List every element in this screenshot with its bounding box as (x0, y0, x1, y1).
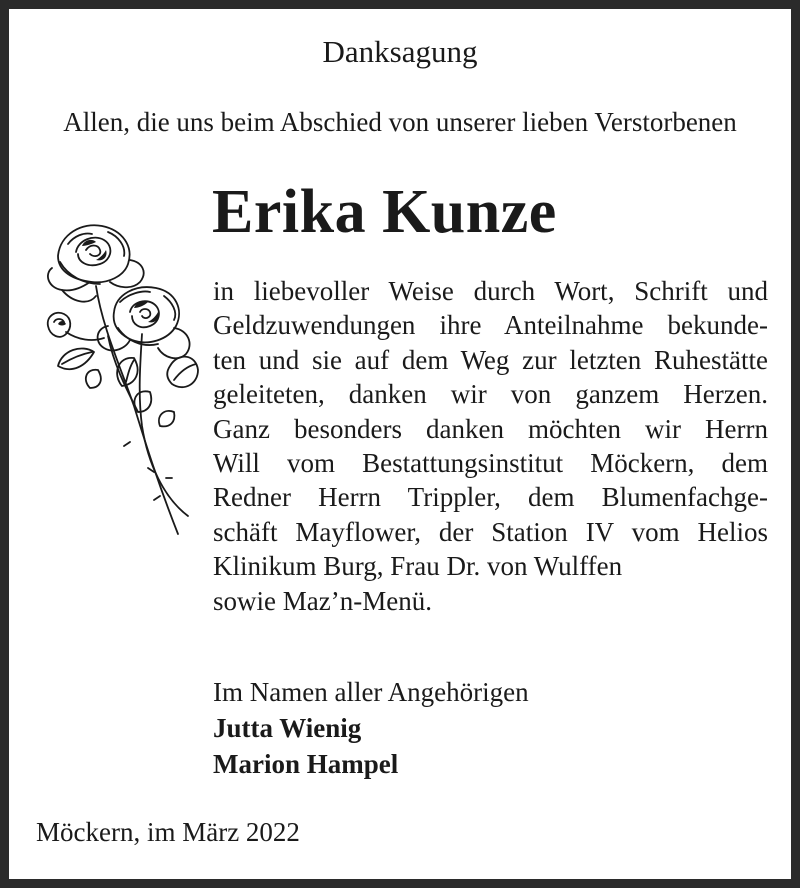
thanks-text-line: Klinikum Burg, Frau Dr. von Wulffen (213, 551, 623, 582)
thanks-text-line: Geldzuwendungen ihre Anteilnahme bekunde- (213, 310, 768, 341)
thanks-text-line: Redner Herrn Trippler, dem Blumenfachge- (213, 482, 768, 513)
roses-illustration (38, 216, 200, 546)
closing-line: Im Namen aller Angehörigen (213, 677, 529, 707)
thanks-text-line: geleiteten, danken wir von ganzem Herzen. (213, 379, 768, 410)
thanks-text (213, 274, 768, 618)
signatory-name: Marion Hampel (213, 749, 399, 779)
notice-heading: Danksagung (322, 34, 478, 69)
thanks-text-line: Ganz besonders danken möchten wir Herrn (213, 413, 768, 444)
thanks-text-line: ten und sie auf dem Weg zur letzten Ruhestätte (213, 344, 768, 375)
thanks-text-line: in liebevoller Weise durch Wort, Schrift und (213, 276, 768, 306)
closing-block (213, 674, 529, 782)
thanks-text-line: Will vom Bestattungsinstitut Möckern, dem (213, 448, 768, 479)
place-date: Möckern, im März 2022 (36, 817, 300, 847)
deceased-name: Erika Kunze (212, 178, 557, 246)
thanks-text-line: schäft Mayflower, der Station IV vom Helios (213, 516, 768, 547)
signatory-name: Jutta Wienig (213, 713, 362, 743)
intro-line: Allen, die uns beim Abschied von unserer lieben Verstorbenen (63, 107, 737, 137)
thanks-text-line: sowie Maz’n-Menü. (213, 585, 432, 616)
